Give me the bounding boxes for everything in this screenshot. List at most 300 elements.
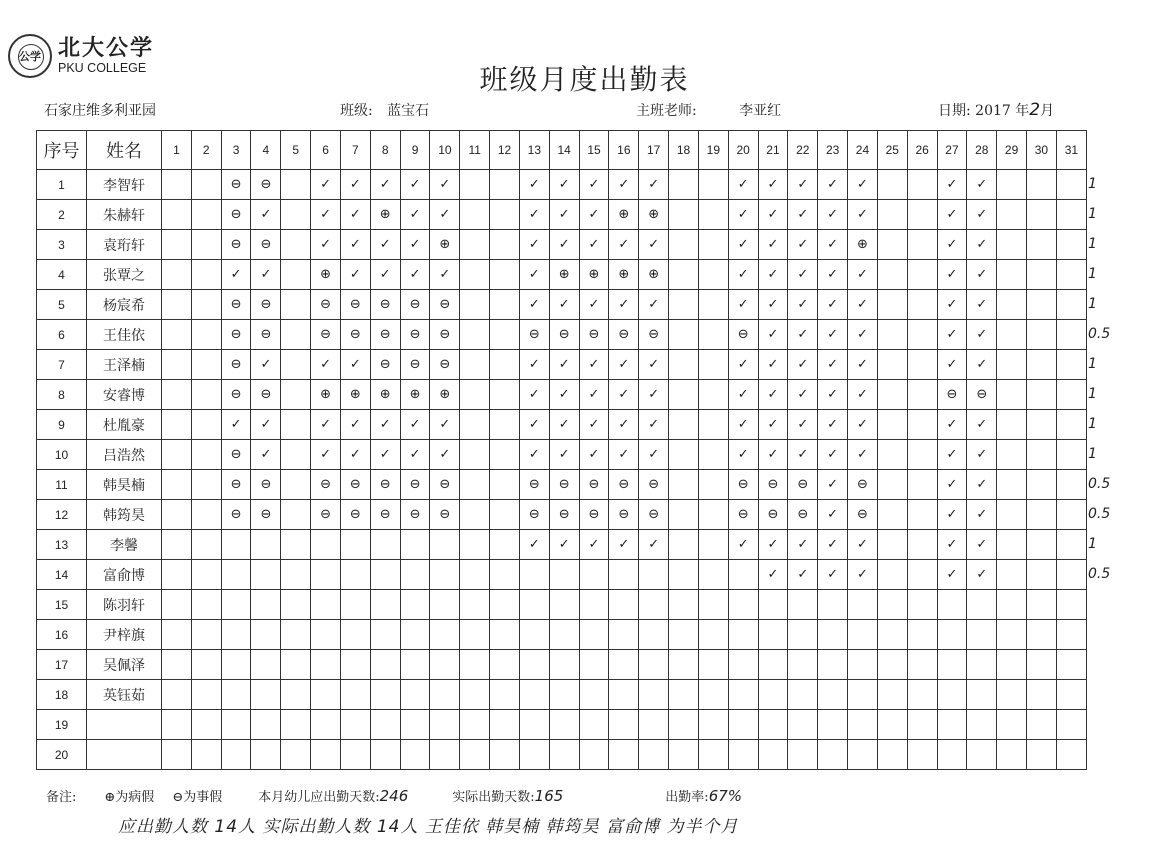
attendance-mark: ⊖	[370, 350, 400, 380]
attendance-mark: ✓	[728, 170, 758, 200]
attendance-mark: ✓	[221, 260, 251, 290]
attendance-mark	[1027, 410, 1057, 440]
attendance-mark	[519, 740, 549, 770]
attendance-mark: ⊕	[340, 380, 370, 410]
attendance-mark	[400, 650, 430, 680]
row-seq: 19	[37, 710, 87, 740]
attendance-mark	[400, 620, 430, 650]
attendance-mark	[460, 350, 490, 380]
attendance-mark: ✓	[579, 440, 609, 470]
attendance-mark: ✓	[788, 260, 818, 290]
row-seq: 9	[37, 410, 87, 440]
attendance-mark	[1056, 620, 1086, 650]
attendance-mark: ⊖	[609, 500, 639, 530]
attendance-mark	[549, 560, 579, 590]
attendance-mark: ✓	[579, 350, 609, 380]
student-name: 吴佩泽	[87, 650, 162, 680]
row-attendance-note: 1	[1088, 296, 1097, 312]
attendance-mark	[967, 620, 997, 650]
row-attendance-note: 1	[1088, 446, 1097, 462]
attendance-mark: ✓	[788, 350, 818, 380]
date-info	[938, 100, 1054, 120]
attendance-mark: ✓	[967, 230, 997, 260]
attendance-mark	[460, 260, 490, 290]
attendance-mark	[1027, 620, 1057, 650]
row-attendance-note: 1	[1088, 266, 1097, 282]
attendance-mark: ⊖	[221, 230, 251, 260]
day-header: 21	[758, 131, 788, 170]
attendance-mark: ✓	[937, 410, 967, 440]
attendance-mark	[311, 740, 341, 770]
table-body	[37, 170, 1087, 770]
attendance-mark	[1056, 710, 1086, 740]
attendance-mark	[818, 590, 848, 620]
attendance-mark	[579, 590, 609, 620]
attendance-mark	[490, 470, 520, 500]
student-name: 李智轩	[87, 170, 162, 200]
student-name: 安睿博	[87, 380, 162, 410]
attendance-mark: ✓	[728, 350, 758, 380]
attendance-mark: ✓	[370, 230, 400, 260]
attendance-mark	[669, 410, 699, 440]
attendance-mark	[877, 650, 907, 680]
attendance-mark: ⊖	[251, 170, 281, 200]
expected-days	[258, 786, 408, 805]
student-name	[87, 740, 162, 770]
attendance-mark	[281, 650, 311, 680]
attendance-mark: ✓	[639, 290, 669, 320]
attendance-mark: ⊕	[639, 260, 669, 290]
attendance-mark	[460, 470, 490, 500]
attendance-mark: ✓	[967, 500, 997, 530]
attendance-mark: ✓	[311, 410, 341, 440]
attendance-mark	[162, 380, 192, 410]
attendance-mark	[1056, 320, 1086, 350]
attendance-mark: ✓	[609, 350, 639, 380]
attendance-mark	[460, 440, 490, 470]
attendance-mark: ✓	[788, 380, 818, 410]
day-header: 23	[818, 131, 848, 170]
attendance-mark	[818, 740, 848, 770]
attendance-mark: ✓	[818, 380, 848, 410]
attendance-mark	[907, 290, 937, 320]
attendance-mark	[400, 590, 430, 620]
attendance-mark: ✓	[340, 200, 370, 230]
attendance-mark	[162, 590, 192, 620]
attendance-mark	[728, 620, 758, 650]
attendance-mark	[698, 260, 728, 290]
date-label: 日期:	[938, 103, 971, 119]
attendance-mark: ✓	[549, 230, 579, 260]
attendance-mark: ⊖	[221, 320, 251, 350]
attendance-mark	[1027, 590, 1057, 620]
footer	[46, 786, 760, 805]
attendance-mark: ⊖	[221, 470, 251, 500]
attendance-mark	[191, 410, 221, 440]
attendance-mark	[1056, 530, 1086, 560]
attendance-mark: ✓	[311, 230, 341, 260]
attendance-mark	[728, 740, 758, 770]
attendance-mark	[311, 530, 341, 560]
attendance-mark	[162, 680, 192, 710]
attendance-mark	[221, 530, 251, 560]
attendance-mark	[490, 590, 520, 620]
attendance-mark	[877, 380, 907, 410]
day-header: 16	[609, 131, 639, 170]
attendance-mark	[251, 650, 281, 680]
attendance-mark	[191, 200, 221, 230]
attendance-mark	[460, 710, 490, 740]
table-row	[37, 350, 1087, 380]
attendance-mark	[281, 680, 311, 710]
attendance-mark	[698, 380, 728, 410]
attendance-mark: ⊖	[728, 500, 758, 530]
attendance-mark	[639, 710, 669, 740]
attendance-mark	[1056, 740, 1086, 770]
attendance-mark: ✓	[937, 440, 967, 470]
attendance-mark	[698, 680, 728, 710]
attendance-mark	[728, 710, 758, 740]
attendance-mark	[1056, 470, 1086, 500]
attendance-mark	[669, 260, 699, 290]
attendance-mark	[1027, 290, 1057, 320]
attendance-mark	[490, 260, 520, 290]
attendance-mark: ✓	[728, 200, 758, 230]
attendance-mark: ✓	[519, 170, 549, 200]
attendance-mark: ⊖	[221, 350, 251, 380]
attendance-mark	[162, 470, 192, 500]
attendance-mark	[162, 290, 192, 320]
attendance-mark	[818, 680, 848, 710]
attendance-mark	[1027, 230, 1057, 260]
date-year: 2017 年	[975, 103, 1030, 119]
attendance-mark: ✓	[818, 320, 848, 350]
class-info	[340, 100, 429, 120]
attendance-mark: ⊕	[430, 230, 460, 260]
attendance-mark: ⊖	[639, 470, 669, 500]
attendance-mark: ✓	[311, 170, 341, 200]
attendance-mark	[162, 350, 192, 380]
leave-symbol-icon: ⊖	[172, 790, 184, 805]
actual-days-label: 实际出勤天数:	[452, 790, 535, 805]
attendance-mark	[698, 710, 728, 740]
attendance-mark	[490, 620, 520, 650]
attendance-mark: ⊖	[221, 500, 251, 530]
attendance-mark: ✓	[848, 200, 878, 230]
attendance-mark: ⊖	[728, 470, 758, 500]
attendance-mark: ✓	[728, 410, 758, 440]
day-header: 27	[937, 131, 967, 170]
table-row	[37, 410, 1087, 440]
attendance-mark	[281, 440, 311, 470]
attendance-mark: ⊖	[340, 320, 370, 350]
attendance-mark: ✓	[758, 290, 788, 320]
attendance-mark	[937, 680, 967, 710]
attendance-mark	[251, 560, 281, 590]
attendance-mark	[907, 320, 937, 350]
teacher-info	[636, 100, 781, 120]
table-row	[37, 290, 1087, 320]
attendance-mark: ✓	[848, 410, 878, 440]
attendance-mark: ⊖	[400, 320, 430, 350]
table-row	[37, 500, 1087, 530]
attendance-mark	[191, 560, 221, 590]
attendance-mark	[281, 290, 311, 320]
attendance-mark	[788, 650, 818, 680]
attendance-mark	[1056, 500, 1086, 530]
attendance-mark	[370, 740, 400, 770]
attendance-mark	[877, 590, 907, 620]
attendance-mark: ✓	[758, 230, 788, 260]
attendance-mark: ✓	[937, 530, 967, 560]
attendance-mark	[669, 710, 699, 740]
attendance-mark	[907, 650, 937, 680]
row-seq: 17	[37, 650, 87, 680]
attendance-mark	[997, 470, 1027, 500]
attendance-mark	[281, 410, 311, 440]
attendance-mark	[460, 200, 490, 230]
row-seq: 16	[37, 620, 87, 650]
attendance-mark	[460, 320, 490, 350]
attendance-mark: ✓	[818, 260, 848, 290]
attendance-mark: ✓	[519, 230, 549, 260]
attendance-mark	[400, 680, 430, 710]
attendance-mark: ⊖	[311, 320, 341, 350]
attendance-mark	[340, 530, 370, 560]
day-header: 7	[340, 131, 370, 170]
attendance-mark	[639, 740, 669, 770]
attendance-mark: ✓	[758, 350, 788, 380]
attendance-mark	[818, 710, 848, 740]
teacher-label: 主班老师:	[636, 103, 697, 119]
attendance-mark	[281, 350, 311, 380]
attendance-mark	[1027, 470, 1057, 500]
attendance-mark	[370, 620, 400, 650]
attendance-mark: ✓	[519, 410, 549, 440]
attendance-mark	[579, 620, 609, 650]
attendance-mark	[490, 410, 520, 440]
attendance-mark	[1027, 680, 1057, 710]
table-row	[37, 590, 1087, 620]
student-name: 英钰茹	[87, 680, 162, 710]
attendance-mark: ✓	[549, 200, 579, 230]
day-header: 20	[728, 131, 758, 170]
row-seq: 11	[37, 470, 87, 500]
attendance-mark	[579, 710, 609, 740]
attendance-mark	[669, 620, 699, 650]
attendance-mark	[490, 350, 520, 380]
attendance-mark	[907, 590, 937, 620]
attendance-mark: ✓	[430, 260, 460, 290]
attendance-mark	[877, 620, 907, 650]
attendance-mark	[221, 710, 251, 740]
attendance-mark: ✓	[967, 350, 997, 380]
attendance-mark: ✓	[758, 170, 788, 200]
expected-days-value: 246	[379, 787, 409, 805]
attendance-mark	[1027, 710, 1057, 740]
attendance-mark	[460, 500, 490, 530]
attendance-mark	[669, 680, 699, 710]
table-row	[37, 380, 1087, 410]
attendance-mark: ⊖	[311, 470, 341, 500]
attendance-mark	[818, 620, 848, 650]
attendance-mark	[639, 620, 669, 650]
attendance-mark: ⊖	[370, 500, 400, 530]
attendance-mark	[519, 710, 549, 740]
attendance-mark	[490, 320, 520, 350]
attendance-mark: ✓	[609, 230, 639, 260]
logo-cn-text: 北大公学	[58, 36, 155, 61]
attendance-mark	[669, 200, 699, 230]
attendance-mark	[639, 560, 669, 590]
attendance-mark	[430, 650, 460, 680]
attendance-mark	[997, 320, 1027, 350]
attendance-mark: ⊖	[937, 380, 967, 410]
attendance-mark	[758, 650, 788, 680]
attendance-mark	[609, 680, 639, 710]
attendance-mark	[430, 530, 460, 560]
attendance-mark	[221, 650, 251, 680]
attendance-mark: ⊖	[340, 290, 370, 320]
attendance-mark: ✓	[818, 500, 848, 530]
row-seq: 7	[37, 350, 87, 380]
attendance-mark	[430, 620, 460, 650]
attendance-mark	[519, 650, 549, 680]
attendance-mark	[937, 590, 967, 620]
attendance-mark: ⊖	[251, 320, 281, 350]
attendance-mark: ⊖	[430, 290, 460, 320]
table-row	[37, 620, 1087, 650]
attendance-mark: ✓	[370, 440, 400, 470]
attendance-mark: ⊕	[400, 380, 430, 410]
attendance-mark	[311, 590, 341, 620]
attendance-mark	[191, 380, 221, 410]
attendance-mark	[639, 650, 669, 680]
attendance-mark	[460, 680, 490, 710]
attendance-mark	[191, 470, 221, 500]
attendance-mark	[251, 620, 281, 650]
attendance-mark	[370, 590, 400, 620]
attendance-mark	[221, 740, 251, 770]
attendance-mark: ✓	[758, 260, 788, 290]
row-attendance-note: 0.5	[1088, 326, 1111, 342]
attendance-mark	[758, 680, 788, 710]
attendance-mark	[669, 590, 699, 620]
attendance-mark	[698, 740, 728, 770]
attendance-mark: ✓	[340, 410, 370, 440]
attendance-mark	[669, 350, 699, 380]
attendance-mark: ⊕	[639, 200, 669, 230]
attendance-mark: ⊖	[400, 500, 430, 530]
student-name: 杜胤豪	[87, 410, 162, 440]
attendance-mark: ⊖	[519, 470, 549, 500]
attendance-mark	[1027, 740, 1057, 770]
attendance-mark: ⊖	[609, 470, 639, 500]
attendance-mark: ✓	[758, 530, 788, 560]
attendance-mark: ✓	[519, 200, 549, 230]
attendance-mark	[967, 650, 997, 680]
attendance-mark: ✓	[967, 440, 997, 470]
day-header: 13	[519, 131, 549, 170]
attendance-mark	[251, 590, 281, 620]
attendance-mark: ✓	[519, 440, 549, 470]
attendance-mark: ✓	[579, 530, 609, 560]
attendance-mark	[460, 170, 490, 200]
attendance-mark	[221, 560, 251, 590]
attendance-mark: ⊖	[549, 470, 579, 500]
table-row	[37, 530, 1087, 560]
attendance-mark	[460, 740, 490, 770]
attendance-mark: ✓	[788, 530, 818, 560]
day-header: 24	[848, 131, 878, 170]
attendance-mark: ⊖	[311, 500, 341, 530]
attendance-mark	[877, 680, 907, 710]
attendance-mark: ⊖	[788, 470, 818, 500]
attendance-mark: ✓	[251, 350, 281, 380]
attendance-mark: ⊖	[848, 500, 878, 530]
attendance-mark	[490, 380, 520, 410]
attendance-mark: ⊖	[221, 170, 251, 200]
attendance-mark: ✓	[967, 200, 997, 230]
attendance-mark	[907, 620, 937, 650]
expected-days-label: 本月幼儿应出勤天数:	[258, 790, 380, 805]
attendance-mark	[251, 740, 281, 770]
attendance-mark	[907, 230, 937, 260]
attendance-mark	[191, 500, 221, 530]
attendance-mark: ⊖	[758, 470, 788, 500]
attendance-mark: ✓	[251, 440, 281, 470]
attendance-mark	[251, 710, 281, 740]
attendance-mark: ⊖	[251, 290, 281, 320]
attendance-mark: ✓	[549, 410, 579, 440]
attendance-mark: ✓	[967, 320, 997, 350]
attendance-mark: ✓	[400, 230, 430, 260]
remark-label: 备注:	[46, 790, 77, 805]
attendance-mark	[967, 590, 997, 620]
actual-days	[452, 786, 563, 805]
attendance-mark: ✓	[370, 410, 400, 440]
attendance-mark: ⊖	[400, 350, 430, 380]
attendance-mark	[519, 620, 549, 650]
attendance-mark	[549, 590, 579, 620]
attendance-mark	[639, 680, 669, 710]
attendance-mark: ✓	[788, 200, 818, 230]
attendance-mark: ⊖	[639, 320, 669, 350]
attendance-mark	[698, 620, 728, 650]
attendance-mark: ✓	[728, 260, 758, 290]
attendance-mark	[877, 500, 907, 530]
attendance-mark: ✓	[848, 560, 878, 590]
row-seq: 18	[37, 680, 87, 710]
attendance-mark: ✓	[430, 200, 460, 230]
attendance-mark	[848, 710, 878, 740]
attendance-mark	[162, 740, 192, 770]
attendance-mark	[490, 230, 520, 260]
attendance-mark: ✓	[430, 410, 460, 440]
attendance-mark: ⊖	[251, 380, 281, 410]
attendance-mark: ✓	[967, 260, 997, 290]
attendance-mark	[400, 530, 430, 560]
student-name: 张覃之	[87, 260, 162, 290]
row-attendance-note: 1	[1088, 236, 1097, 252]
attendance-mark	[460, 530, 490, 560]
attendance-mark	[430, 710, 460, 740]
attendance-rate-label: 出勤率:	[665, 790, 709, 805]
attendance-mark	[370, 650, 400, 680]
attendance-mark	[460, 230, 490, 260]
attendance-mark	[848, 680, 878, 710]
attendance-mark: ⊖	[430, 320, 460, 350]
